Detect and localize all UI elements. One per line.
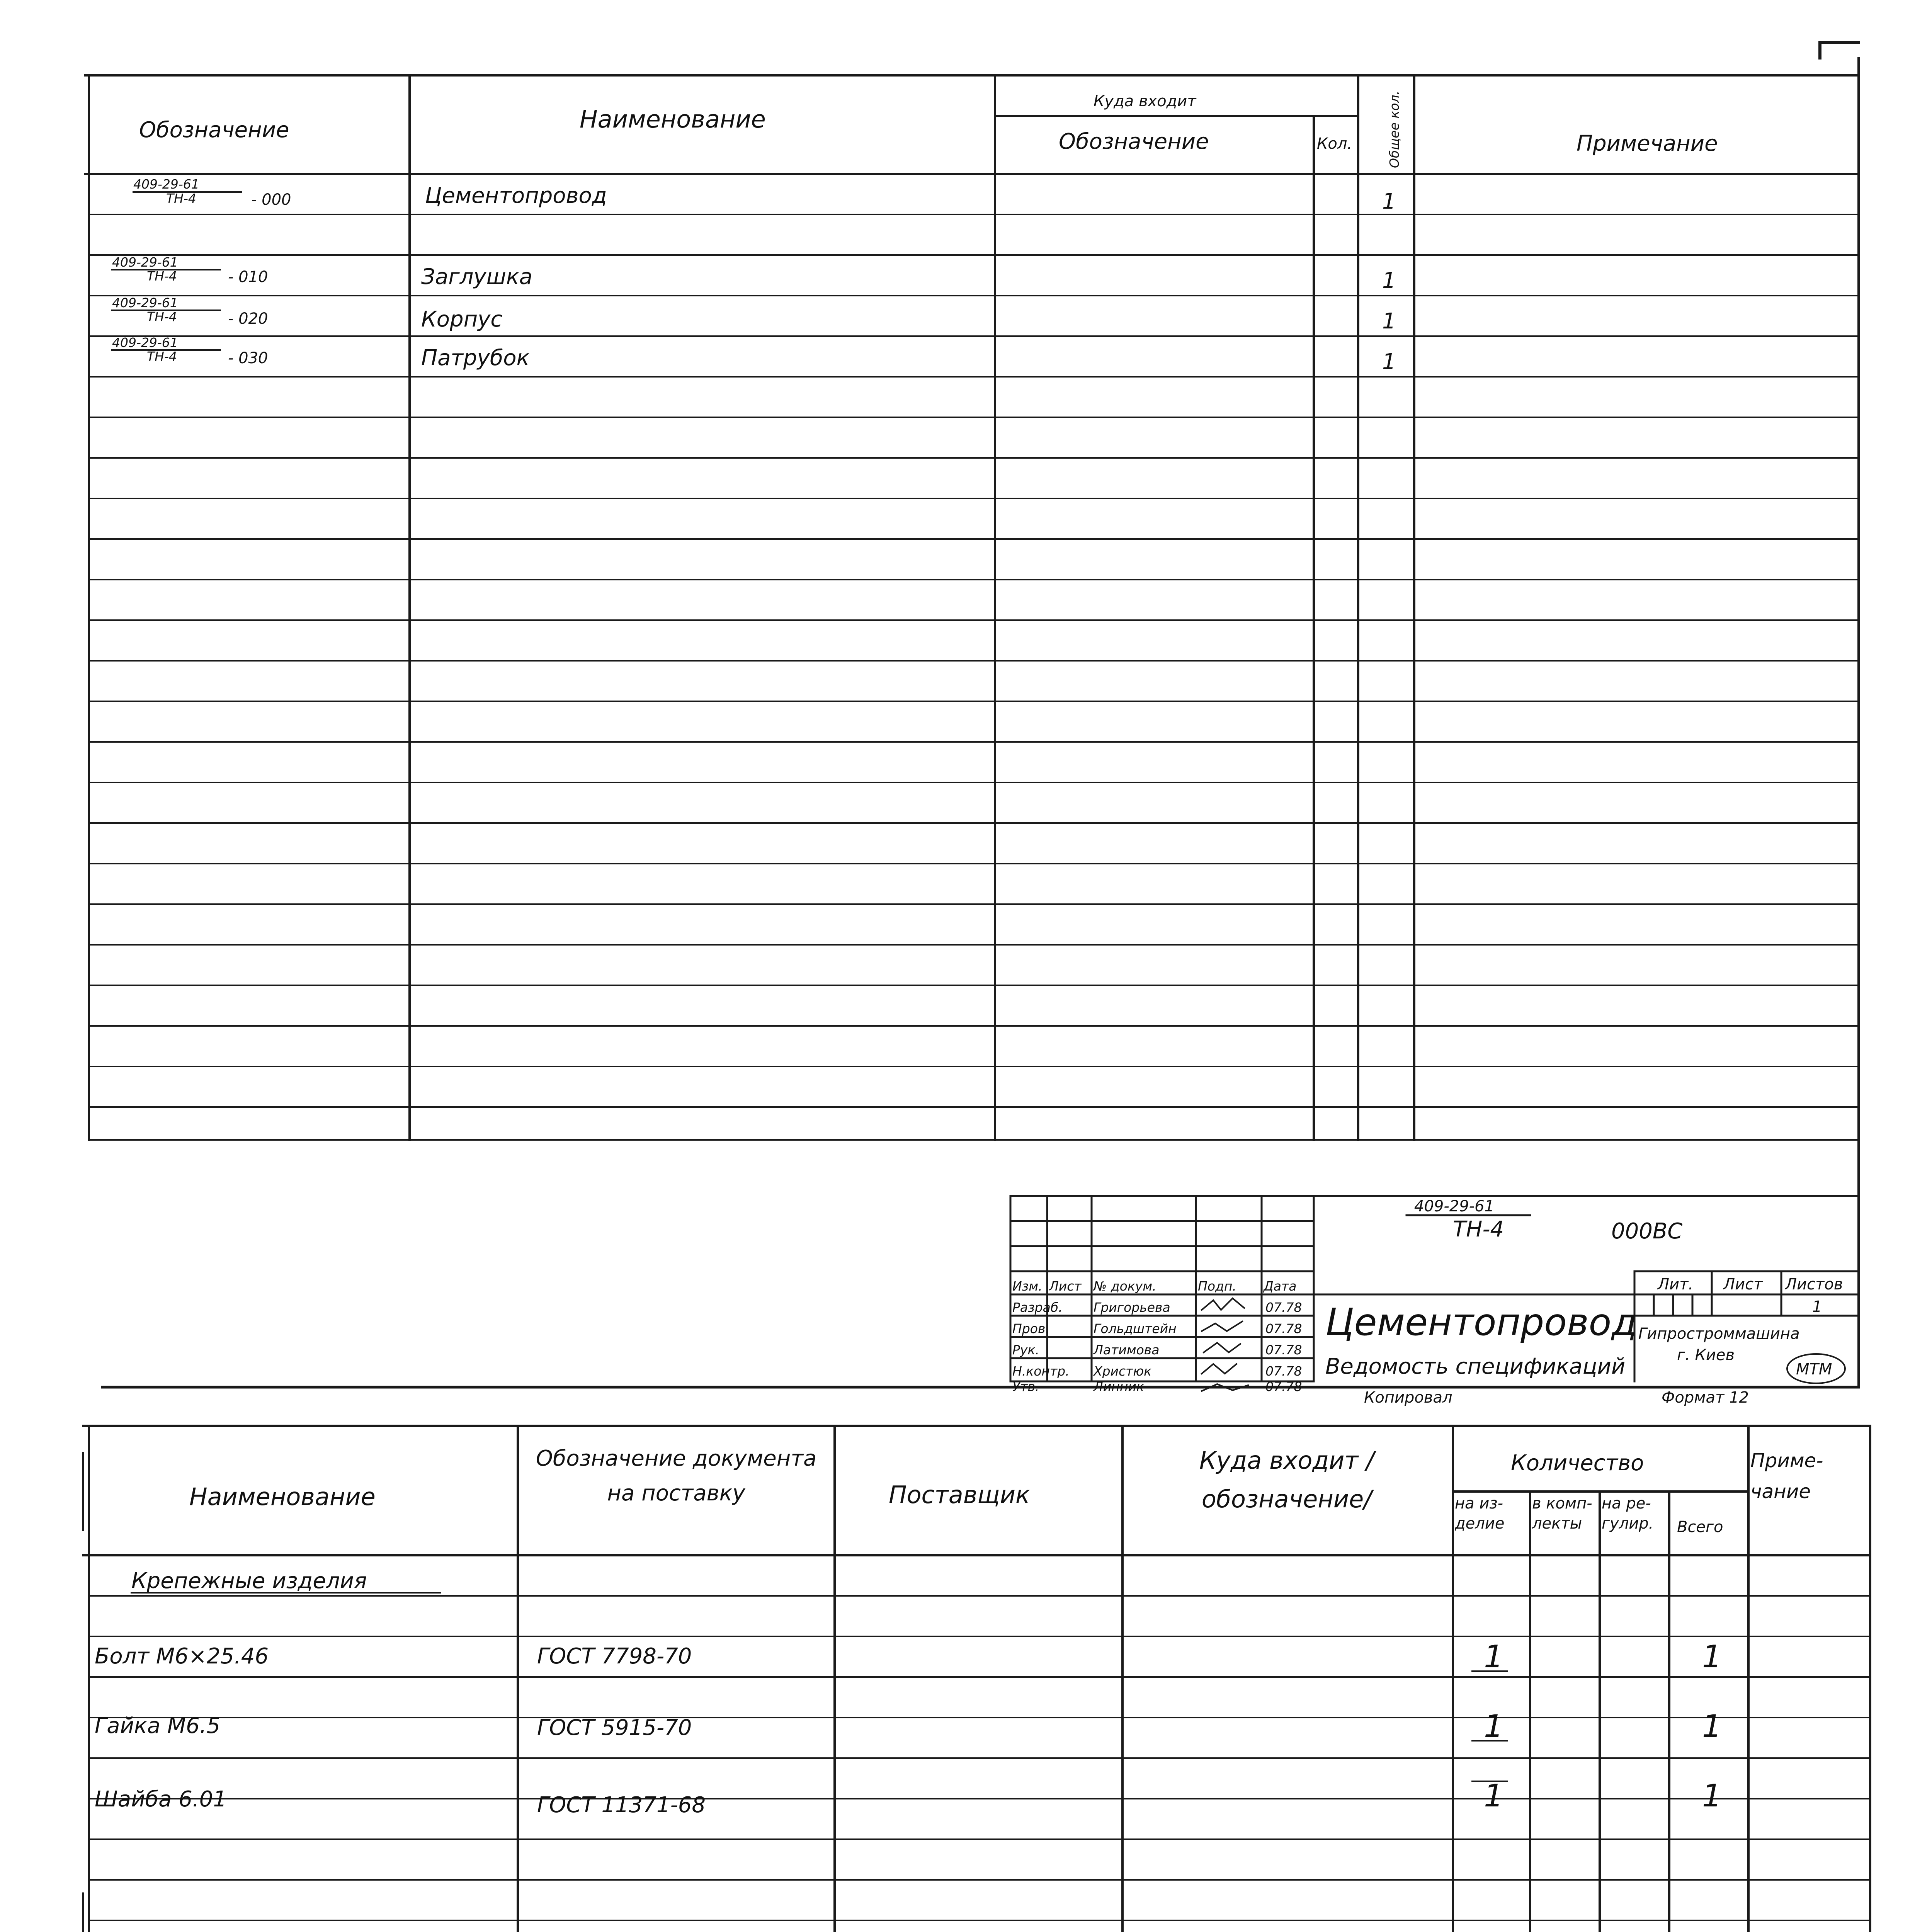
purchased-header-note-box — [1750, 1445, 1868, 1546]
tb1-code-top: 409-29-61 — [1414, 1197, 1495, 1215]
tb1-code-bottom: ТН-4 — [1453, 1217, 1504, 1242]
tb1-copied: Копировал — [1364, 1389, 1452, 1406]
purchased-header-doc: Обозначение документа на поставку — [536, 1446, 817, 1506]
purchased-row-lines — [89, 1596, 1870, 1932]
spec-row-suffix: - 000 — [251, 191, 291, 209]
spec-row-name: Цементопровод — [425, 183, 607, 208]
tb1-sheets-value: 1 — [1812, 1298, 1822, 1316]
spec-row — [112, 335, 1396, 374]
purchased-row-total: 1 — [1702, 1778, 1722, 1814]
purchased-header-name: Наименование — [189, 1483, 376, 1511]
spec-row-code-top: 409-29-61 — [112, 335, 178, 350]
purchased-header-where-used-box — [1124, 1441, 1449, 1542]
tb1-date: 07.78 — [1265, 1321, 1302, 1336]
purchased-header-doc-box — [522, 1441, 831, 1542]
tb1-code-suffix: 000ВС — [1611, 1219, 1683, 1244]
corner-mark — [1820, 43, 1859, 58]
tb1-format: Формат 12 — [1662, 1389, 1749, 1406]
spec-header-designation: Обозначение — [139, 117, 289, 143]
purchased-header-q-total: Всего — [1677, 1518, 1723, 1536]
purchased-row — [95, 1639, 1722, 1675]
tb1-org: Гипростроммашина — [1638, 1325, 1800, 1343]
tb1-person: Христюк — [1094, 1364, 1152, 1379]
tb1-col-doc: № докум. — [1094, 1279, 1156, 1294]
spec-row-code-bottom: ТН-4 — [166, 191, 196, 206]
purchased-row-name: Гайка М6.5 — [95, 1713, 221, 1738]
tb1-org-mark: МТМ — [1796, 1361, 1832, 1378]
q-sets-box — [1532, 1493, 1598, 1555]
purchased-table — [77, 1426, 1870, 1932]
tb1-role: Утв. — [1012, 1379, 1039, 1394]
purchased-header-quantity: Количество — [1511, 1451, 1644, 1476]
purchased-header-where-used: Куда входит /обозначение/ — [1199, 1446, 1374, 1513]
tb1-person: Латимова — [1094, 1342, 1160, 1357]
tb1-city: г. Киев — [1677, 1346, 1735, 1364]
spec-row-suffix: - 010 — [228, 268, 268, 286]
spec-row-suffix: - 020 — [228, 310, 268, 328]
purchased-row-per-product: 1 — [1484, 1778, 1503, 1814]
spec-header-total-qty: Общее кол. — [1387, 90, 1402, 168]
q-repair-box — [1602, 1493, 1667, 1555]
spec-row-code-top: 409-29-61 — [133, 177, 199, 192]
tb1-date: 07.78 — [1265, 1364, 1302, 1379]
spec-row-name: Заглушка — [421, 264, 532, 289]
purchased-row-doc: ГОСТ 5915-70 — [537, 1715, 692, 1740]
spec-row — [133, 177, 1396, 214]
spec-header-where-used: Куда входит — [1094, 92, 1196, 110]
spec-header-note: Примечание — [1577, 131, 1718, 156]
purchased-row — [95, 1708, 1722, 1744]
tb1-role: Н.контр. — [1012, 1364, 1070, 1379]
tb1-signatures — [1202, 1298, 1248, 1391]
spec-row-lines — [89, 214, 1859, 1140]
purchased-header-q-repair: на ре- гулир. — [1602, 1495, 1654, 1532]
spec-row-name: Корпус — [421, 307, 503, 332]
tb1-role: Разраб. — [1012, 1300, 1063, 1315]
tb1-title: Цементопровод — [1325, 1301, 1637, 1344]
tb1-person: Гольдштейн — [1094, 1321, 1177, 1336]
spec-row-total: 1 — [1382, 268, 1396, 293]
spec-row-total: 1 — [1382, 349, 1396, 374]
purchased-row-doc: ГОСТ 11371-68 — [537, 1793, 706, 1818]
spec-row-code-bottom: ТН-4 — [147, 269, 177, 284]
purchased-row-per-product: 1 — [1484, 1708, 1503, 1744]
tb1-date: 07.78 — [1265, 1342, 1302, 1357]
spec-header-where-used-designation: Обозначение — [1059, 129, 1209, 154]
spec-row-total: 1 — [1382, 189, 1396, 214]
tb1-role: Пров. — [1012, 1321, 1049, 1336]
purchased-row-total: 1 — [1702, 1639, 1722, 1675]
tb1-person: Линник — [1094, 1379, 1144, 1394]
purchased-row — [95, 1778, 1722, 1818]
spec-row-code-bottom: ТН-4 — [147, 309, 177, 324]
spec-table — [85, 58, 1859, 1387]
tb1-col-sign: Подп. — [1198, 1279, 1236, 1294]
tb1-role: Рук. — [1012, 1342, 1039, 1357]
purchased-section: Крепежные изделия — [131, 1568, 367, 1594]
spec-row-total: 1 — [1382, 309, 1396, 334]
title-block-1 — [102, 1196, 1859, 1406]
purchased-row-name: Болт М6×25.46 — [95, 1644, 269, 1669]
purchased-header-q-product: на из- делие — [1455, 1495, 1505, 1532]
spec-row-code-top: 409-29-61 — [112, 295, 178, 310]
purchased-row-per-product: 1 — [1484, 1639, 1503, 1675]
spec-row-code-top: 409-29-61 — [112, 255, 178, 270]
purchased-header-note: Приме- чание — [1750, 1449, 1823, 1503]
purchased-row-doc: ГОСТ 7798-70 — [537, 1644, 692, 1669]
spec-row-suffix: - 030 — [228, 349, 268, 367]
purchased-header-supplier: Поставщик — [889, 1481, 1030, 1509]
tb1-sheet-label: Лист — [1723, 1276, 1763, 1293]
tb1-sheets-label: Листов — [1785, 1276, 1843, 1293]
tb1-date: 07.78 — [1265, 1379, 1302, 1394]
tb1-lit-label: Лит. — [1658, 1276, 1694, 1293]
tb1-subtitle: Ведомость спецификаций — [1325, 1354, 1626, 1379]
spec-row — [112, 295, 1396, 334]
tb1-col-izm: Изм. — [1012, 1279, 1043, 1294]
tb1-person: Григорьева — [1094, 1300, 1170, 1315]
q-product-box — [1455, 1493, 1528, 1555]
tb1-col-list: Лист — [1049, 1279, 1082, 1294]
spec-header-qty: Кол. — [1317, 135, 1352, 153]
spec-grid — [85, 58, 1859, 1387]
purchased-row-name: Шайба 6.01 — [95, 1787, 227, 1812]
purchased-row-total: 1 — [1702, 1708, 1722, 1744]
purchased-header-q-sets: в комп- лекты — [1532, 1495, 1592, 1532]
spec-row — [112, 255, 1396, 293]
tb1-org-logo — [1787, 1354, 1845, 1383]
spec-row-name: Патрубок — [421, 345, 530, 371]
spec-row-code-bottom: ТН-4 — [147, 349, 177, 364]
tb1-col-date: Дата — [1264, 1279, 1297, 1294]
tb1-date: 07.78 — [1265, 1300, 1302, 1315]
spec-header-name: Наименование — [580, 105, 766, 133]
